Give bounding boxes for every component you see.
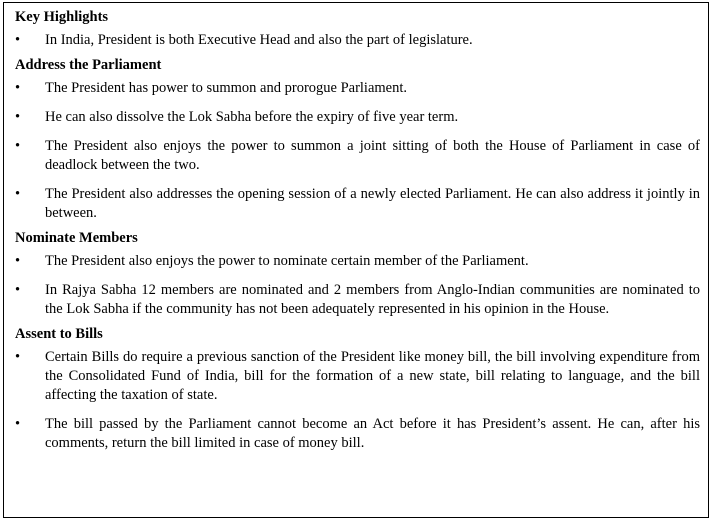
section-assent-to-bills xyxy=(15,325,700,453)
bullet-glyph: • xyxy=(15,282,21,298)
bullet-glyph: • xyxy=(15,186,21,202)
bullet-item xyxy=(15,415,700,453)
bullet-item xyxy=(15,137,700,175)
bullet-item xyxy=(15,31,700,50)
highlights-box xyxy=(3,2,709,518)
bullet-item xyxy=(15,348,700,405)
bullet-glyph: • xyxy=(15,80,21,96)
section-heading: Assent to Bills xyxy=(15,326,103,342)
section-heading: Key Highlights xyxy=(15,9,109,25)
bullet-text: In Rajya Sabha 12 members are nominated and 2 members from Anglo-Indian communities are nominated to the Lok Sabha if the community has not been adequately represented in his opinion in the House. xyxy=(45,282,700,317)
bullet-text: The President also enjoys the power to nominate certain member of the Parliament. xyxy=(45,253,529,269)
bullet-list xyxy=(15,79,700,223)
section-heading: Nominate Members xyxy=(15,230,138,246)
bullet-list xyxy=(15,348,700,453)
bullet-glyph: • xyxy=(15,109,21,125)
bullet-item xyxy=(15,79,700,98)
bullet-glyph: • xyxy=(15,416,21,432)
bullet-glyph: • xyxy=(15,349,21,365)
bullet-text: The bill passed by the Parliament cannot become an Act before it has President’s assent. He can, after his comments, return the bill limited in case of money bill. xyxy=(45,416,700,451)
bullet-text: The President also enjoys the power to summon a joint sitting of both the House of Parliament in case of deadlock between the two. xyxy=(45,138,700,173)
bullet-text: In India, President is both Executive Head and also the part of legislature. xyxy=(45,32,473,48)
bullet-text: Certain Bills do require a previous sanction of the President like money bill, the bill involving expenditure from the Consolidated Fund of India, bill for the formation of a new state, bill relating to language, and the bill affecting the taxation of state. xyxy=(45,349,700,403)
bullet-item xyxy=(15,252,700,271)
bullet-item xyxy=(15,185,700,223)
section-key-highlights xyxy=(15,8,700,50)
bullet-glyph: • xyxy=(15,138,21,154)
section-address-parliament xyxy=(15,56,700,223)
section-heading: Address the Parliament xyxy=(15,57,162,73)
bullet-list xyxy=(15,31,700,50)
bullet-text: He can also dissolve the Lok Sabha before the expiry of five year term. xyxy=(45,109,459,125)
bullet-glyph: • xyxy=(15,32,21,48)
bullet-item xyxy=(15,281,700,319)
bullet-item xyxy=(15,108,700,127)
bullet-list xyxy=(15,252,700,319)
bullet-glyph: • xyxy=(15,253,21,269)
bullet-text: The President has power to summon and prorogue Parliament. xyxy=(45,80,408,96)
bullet-text: The President also addresses the opening session of a newly elected Parliament. He can also address it jointly in between. xyxy=(45,186,700,221)
section-nominate-members xyxy=(15,229,700,319)
